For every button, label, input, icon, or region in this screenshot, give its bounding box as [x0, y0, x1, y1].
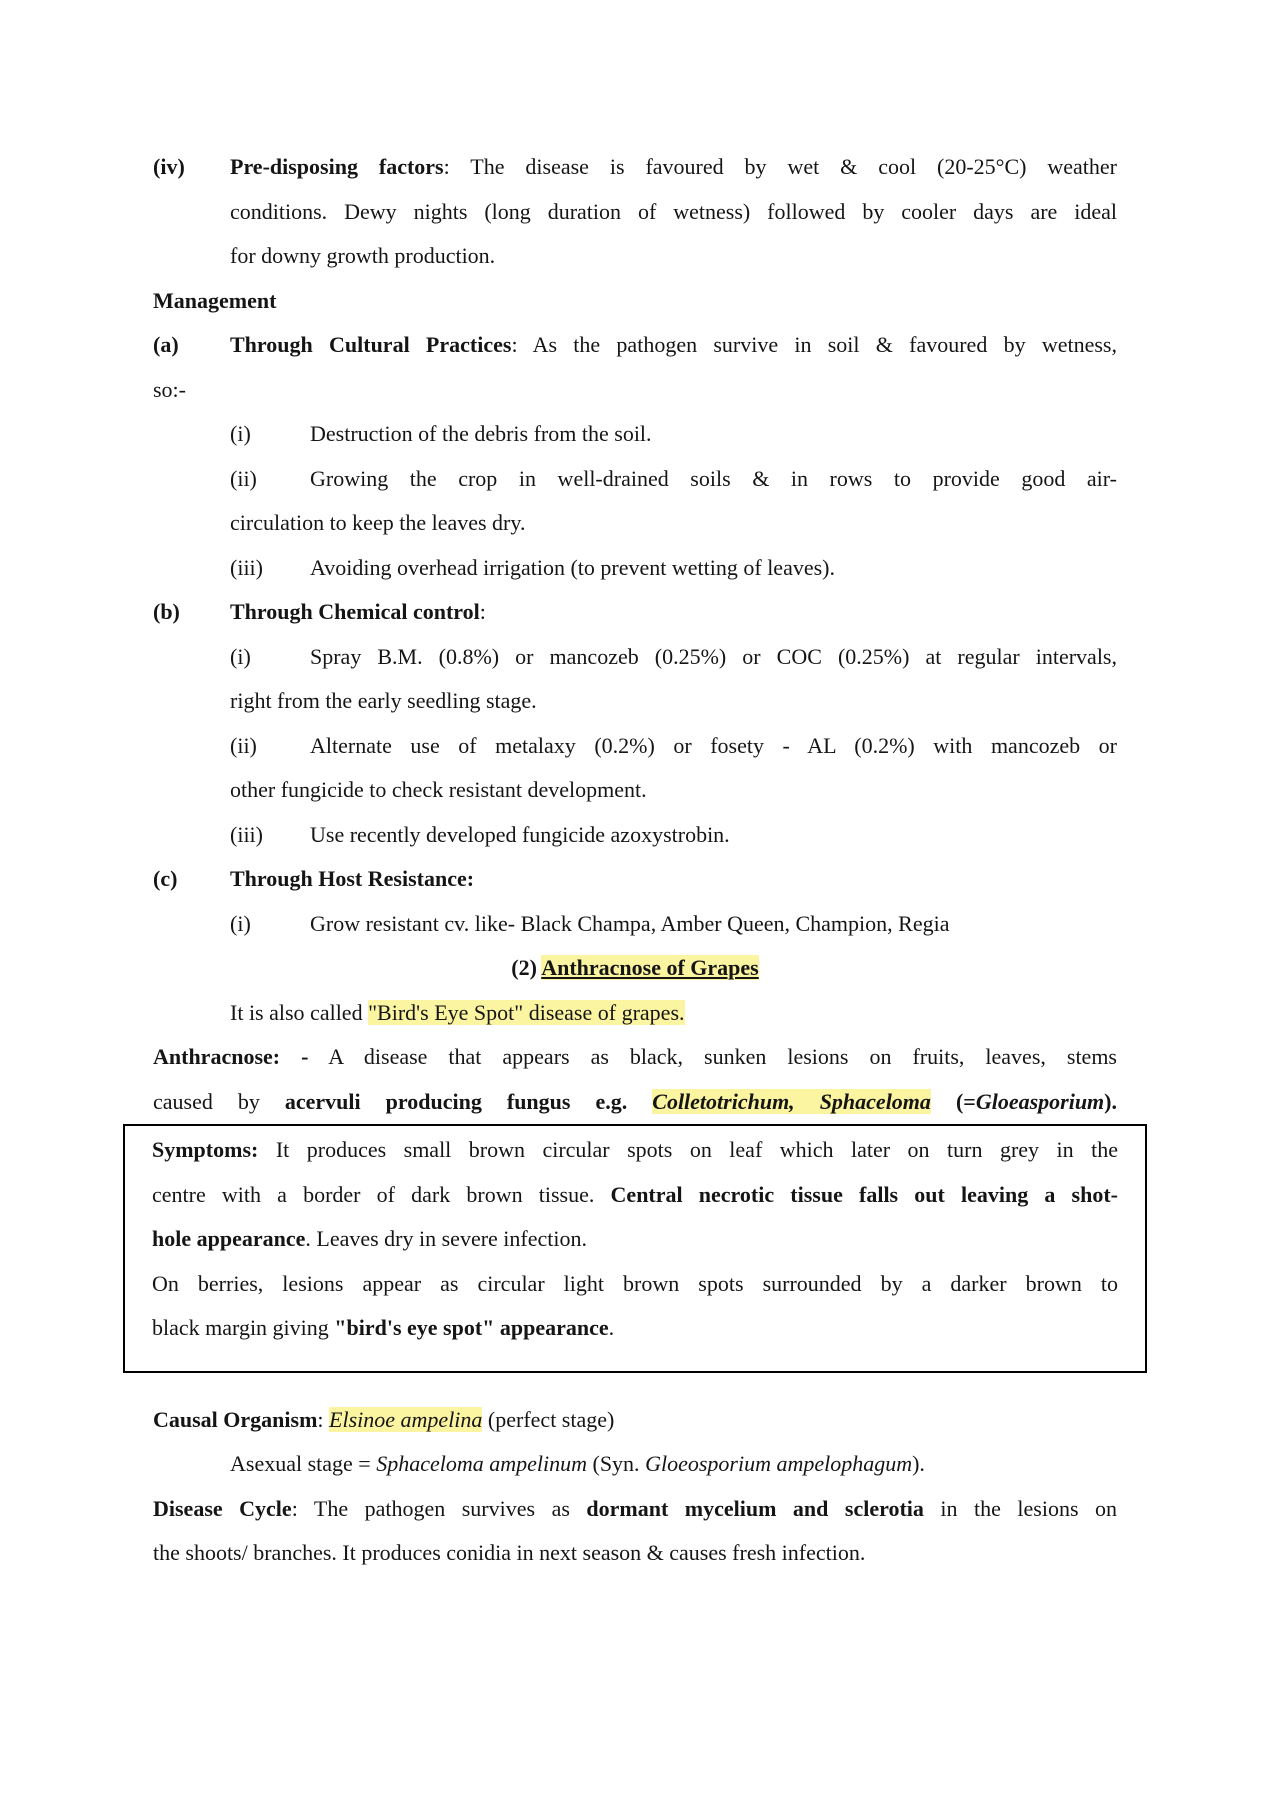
text-line [153, 1080, 1117, 1125]
text-line [230, 1442, 1117, 1487]
list-marker: (b) [153, 599, 180, 624]
text-segment: so:- [153, 376, 186, 402]
text-segment: : As the pathogen survive in soil & favoured by wetness, [511, 332, 1117, 357]
text-line [153, 590, 1117, 635]
list-marker: (ii) [230, 465, 257, 491]
text-segment: conditions. Dewy nights (long duration of wetness) followed by cooler days are ideal [230, 198, 1117, 224]
text-segment: Destruction of the debris from the soil. [310, 421, 652, 446]
text-segment: . [608, 1315, 615, 1340]
text-line [230, 412, 1117, 457]
text-segment: dormant mycelium and sclerotia [586, 1495, 924, 1521]
text-segment: Asexual stage = [230, 1451, 377, 1476]
text-line [153, 1487, 1117, 1532]
list-marker: (ii) [230, 732, 257, 758]
text-segment: On berries, lesions appear as circular light brown spots surrounded by a darker brown to [152, 1270, 1118, 1296]
highlighted-text: Colletotrichum, Sphaceloma [652, 1088, 931, 1114]
text-line [152, 1128, 1118, 1173]
text-line [153, 1398, 1117, 1443]
text-segment: the shoots/ branches. It produces conidia in next season & causes fresh infection. [153, 1540, 866, 1565]
text-segment: It is also called [230, 999, 369, 1025]
document-content [153, 0, 1117, 1576]
symptoms-box [123, 1124, 1147, 1373]
text-segment: other fungicide to check resistant development. [230, 777, 647, 802]
text-segment: Through Host Resistance: [230, 866, 475, 891]
text-line [152, 1173, 1118, 1218]
text-line [153, 323, 1117, 368]
text-segment: circulation to keep the leaves dry. [230, 510, 526, 535]
text-segment: Central necrotic tissue falls out leaving a shot- [610, 1181, 1118, 1207]
text-line [230, 991, 1117, 1036]
text-line [152, 1217, 1118, 1262]
text-segment: Use recently developed fungicide azoxystrobin. [310, 821, 730, 847]
text-segment: hole appearance [152, 1226, 306, 1251]
text-segment: : [317, 1406, 330, 1432]
text-segment: Alternate use of metalaxy (0.2%) or fosety - AL (0.2%) with mancozeb or [310, 732, 1117, 758]
text-line [153, 1531, 1117, 1576]
text-segment: (perfect stage) [482, 1406, 615, 1432]
text-segment: ). [912, 1451, 925, 1476]
text-line [230, 724, 1117, 769]
highlighted-text: Elsinoe ampelina [329, 1406, 483, 1432]
text-segment: . Leaves dry in severe infection. [305, 1226, 587, 1251]
text-segment: (Syn. [587, 1451, 646, 1476]
text-segment: "bird's eye spot" appearance [334, 1315, 609, 1340]
text-segment: (2) [511, 955, 542, 980]
text-segment: Gloeosporium ampelophagum [645, 1451, 913, 1476]
text-segment: Anthracnose: - [153, 1044, 309, 1069]
text-segment: centre with a border of dark brown tissue. [152, 1181, 611, 1207]
text-segment: : [479, 599, 486, 624]
text-line [153, 279, 1117, 324]
list-marker: (iii) [230, 821, 263, 847]
text-line [230, 635, 1117, 680]
text-line [153, 1035, 1117, 1080]
text-segment: Management [153, 287, 277, 313]
text-line [153, 145, 1117, 190]
text-segment: Grow resistant cv. like- Black Champa, Amber Queen, Champion, Regia [310, 910, 950, 936]
list-marker: (iv) [153, 154, 185, 179]
text-line [153, 857, 1117, 902]
text-line [153, 946, 1117, 991]
text-segment: Disease Cycle [153, 1495, 292, 1521]
text-line [230, 190, 1117, 235]
text-segment: Pre-disposing factors [230, 154, 444, 179]
text-line [230, 813, 1117, 858]
text-segment: Avoiding overhead irrigation (to prevent wetting of leaves). [310, 554, 835, 580]
text-segment: caused by [153, 1088, 285, 1114]
text-segment: in the lesions on [923, 1495, 1117, 1521]
text-segment: Spray B.M. (0.8%) or mancozeb (0.25%) or COC (0.25%) at regular intervals, [310, 643, 1117, 669]
text-segment: black margin giving [152, 1315, 335, 1340]
text-line [230, 902, 1117, 947]
text-segment: Through Cultural Practices [230, 332, 512, 357]
text-segment: for downy growth production. [230, 243, 496, 268]
text-segment: Causal Organism [153, 1406, 318, 1432]
text-segment: ). [1104, 1088, 1117, 1114]
text-segment: A disease that appears as black, sunken lesions on fruits, leaves, stems [308, 1044, 1117, 1069]
highlighted-text: "Bird's Eye Spot" disease of grapes. [368, 999, 685, 1025]
text-line [230, 679, 1117, 724]
text-segment: It produces small brown circular spots on leaf which later on turn grey in the [258, 1137, 1118, 1162]
text-segment: Gloeasporium [975, 1088, 1105, 1114]
text-segment: right from the early seedling stage. [230, 688, 537, 713]
text-segment: : The disease is favoured by wet & cool (20-25°C) weather [443, 154, 1117, 179]
text-segment: (= [930, 1088, 976, 1114]
list-marker: (i) [230, 421, 251, 446]
text-line [230, 768, 1117, 813]
text-line [230, 457, 1117, 502]
text-segment: : The pathogen survives as [291, 1495, 587, 1521]
text-line [230, 234, 1117, 279]
spacer [153, 1373, 1117, 1398]
text-segment: acervuli producing fungus e.g. [284, 1088, 653, 1114]
text-segment: Through Chemical control [230, 599, 480, 624]
text-line [230, 546, 1117, 591]
list-marker: (c) [153, 866, 178, 891]
highlighted-text: Anthracnose of Grapes [541, 955, 759, 980]
list-marker: (iii) [230, 554, 263, 580]
list-marker: (i) [230, 910, 251, 936]
text-segment: Growing the crop in well-drained soils & in rows to provide good air- [310, 465, 1117, 491]
text-line [152, 1262, 1118, 1307]
text-line [230, 501, 1117, 546]
text-line [153, 368, 1117, 413]
list-marker: (i) [230, 643, 251, 669]
list-marker: (a) [153, 332, 179, 357]
text-segment: Symptoms: [152, 1137, 259, 1162]
text-segment: Sphaceloma ampelinum [376, 1451, 587, 1476]
text-line [152, 1306, 1118, 1351]
